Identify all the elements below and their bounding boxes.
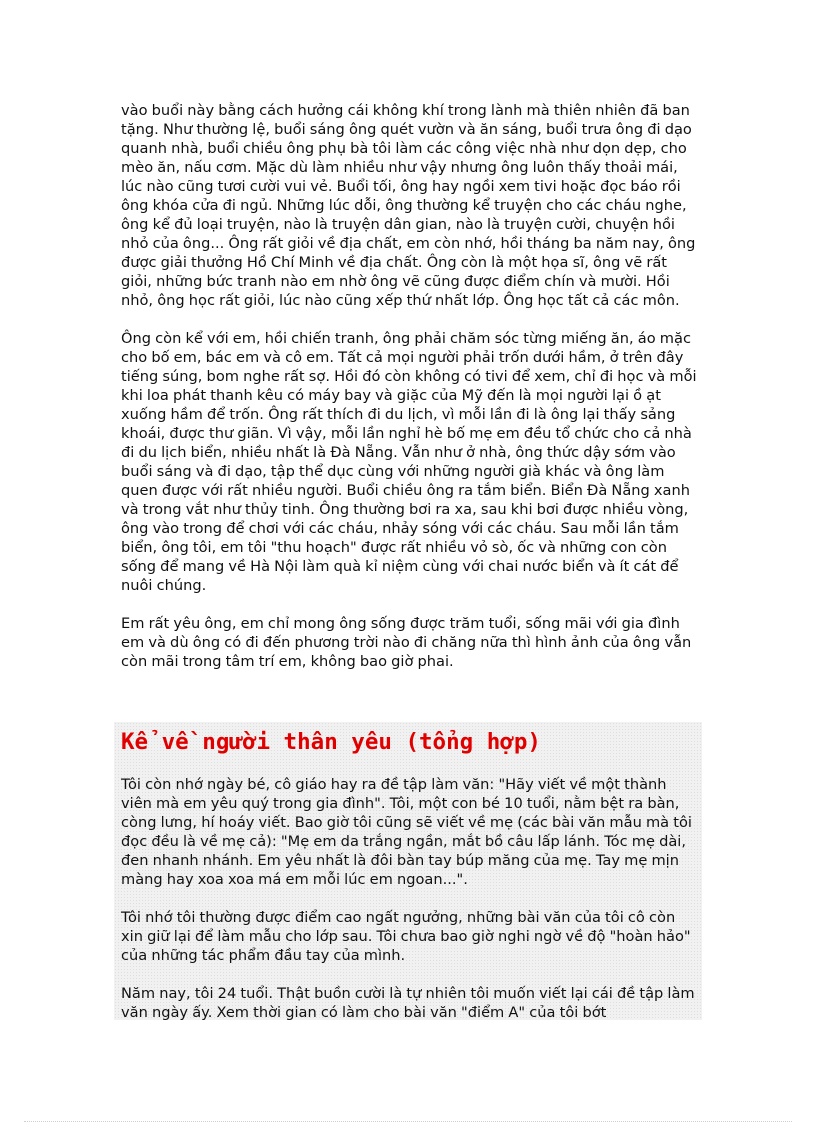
body-paragraph: Ông còn kể với em, hồi chiến tranh, ông phải chăm sóc từng miếng ăn, áo mặc cho bố em, bác em và cô em. Tất cả mọi người phải trốn dưới hầm, ở trên đây tiếng súng, bom nghe rất sợ. Hồi đó còn không có tivi để xem, chỉ đi học và mỗi khi loa phát thanh kêu có máy bay và giặc của Mỹ đến là mọi người lại ồ ạt xuống hầm để trốn. Ông rất thích đi du lịch, vì mỗi lần đi là ông lại thấy sảng khoái, được thư giãn. Vì vậy, mỗi lần nghỉ hè bố mẹ em đều tổ chức cho cả nhà đi du lịch biển, nhiều nhất là Đà Nẵng. Vẫn như ở nhà, ông thức dậy sớm vào buổi sáng và đi dạo, tập thể dục cùng với những người già khác và ông làm quen được với rất nhiều người. Buổi chiều ông ra tắm biển. Biển Đà Nẵng xanh và trong vắt như thủy tinh. Ông thường bơi ra xa, sau khi bơi được nhiều vòng, ông vào trong để chơi với các cháu, nhảy sóng với các cháu. Sau mỗi lần tắm biển, ông tôi, em tôi "thu hoạch" được rất nhiều vỏ sò, ốc và những con còn sống để mang về Hà Nội làm quà kỉ niệm cùng với chai nước biển và ít cát để nuôi chúng. — [121, 330, 697, 594]
section-paragraph: Tôi nhớ tôi thường được điểm cao ngất ngưởng, những bài văn của tôi cô còn xin giữ lại để làm mẫu cho lớp sau. Tôi chưa bao giờ nghi ngờ về độ "hoàn hảo" của những tác phẩm đầu tay của mình. — [121, 909, 691, 964]
section-heading: Kể về người thân yêu (tổng hợp) — [121, 729, 541, 755]
section-body — [121, 775, 699, 1041]
intro-text-column — [121, 101, 701, 690]
body-paragraph: vào buổi này bằng cách hưởng cái không khí trong lành mà thiên nhiên đã ban tặng. Như thường lệ, buổi sáng ông quét vườn và ăn sáng, buổi trưa ông đi dạo quanh nhà, buổi chiều ông phụ bà tôi làm các công việc nhà như dọn dẹp, cho mèo ăn, nấu cơm. Mặc dù làm nhiều như vậy nhưng ông luôn thấy thoải mái, lúc nào cũng tươi cười vui vẻ. Buổi tối, ông hay ngồi xem tivi hoặc đọc báo rồi ông khóa cửa đi ngủ. Những lúc dỗi, ông thường kể truyện cho các cháu nghe, ông kể đủ loại truyện, nào là truyện dân gian, nào là truyện cười, chuyện hồi nhỏ của ông... Ông rất giỏi về địa chất, em còn nhớ, hồi tháng ba năm nay, ông được giải thưởng Hồ Chí Minh về địa chất. Ông còn là một họa sĩ, ông vẽ rất giỏi, những bức tranh nào em nhờ ông vẽ cũng được điểm chín và mười. Hồi nhỏ, ông học rất giỏi, lúc nào cũng xếp thứ nhất lớp. Ông học tất cả các môn. — [121, 102, 696, 309]
section-paragraph: Năm nay, tôi 24 tuổi. Thật buồn cười là tự nhiên tôi muốn viết lại cái đề tập làm văn ngày ấy. Xem thời gian có làm cho bài văn "điểm A" của tôi bớt — [121, 985, 695, 1021]
section-paragraph: Tôi còn nhớ ngày bé, cô giáo hay ra đề tập làm văn: "Hãy viết về một thành viên mà em yêu quý trong gia đình". Tôi, một con bé 10 tuổi, nằm bệt ra bàn, còng lưng, hí hoáy viết. Bao giờ tôi cũng sẽ viết về mẹ (các bài văn mẫu mà tôi đọc đều là về mẹ cả): "Mẹ em da trắng ngần, mắt bồ câu lấp lánh. Tóc mẹ dài, đen nhanh nhánh. Em yêu nhất là đôi bàn tay búp măng của mẹ. Tay mẹ mịn màng hay xoa xoa má em mỗi lúc em ngoan...". — [121, 776, 692, 888]
article-section — [114, 722, 702, 1020]
page-footer-divider — [24, 1121, 792, 1122]
body-paragraph: Em rất yêu ông, em chỉ mong ông sống được trăm tuổi, sống mãi với gia đình em và dù ông có đi đến phương trời nào đi chăng nữa thì hình ảnh của ông vẫn còn mãi trong tâm trí em, không bao giờ phai. — [121, 615, 692, 670]
